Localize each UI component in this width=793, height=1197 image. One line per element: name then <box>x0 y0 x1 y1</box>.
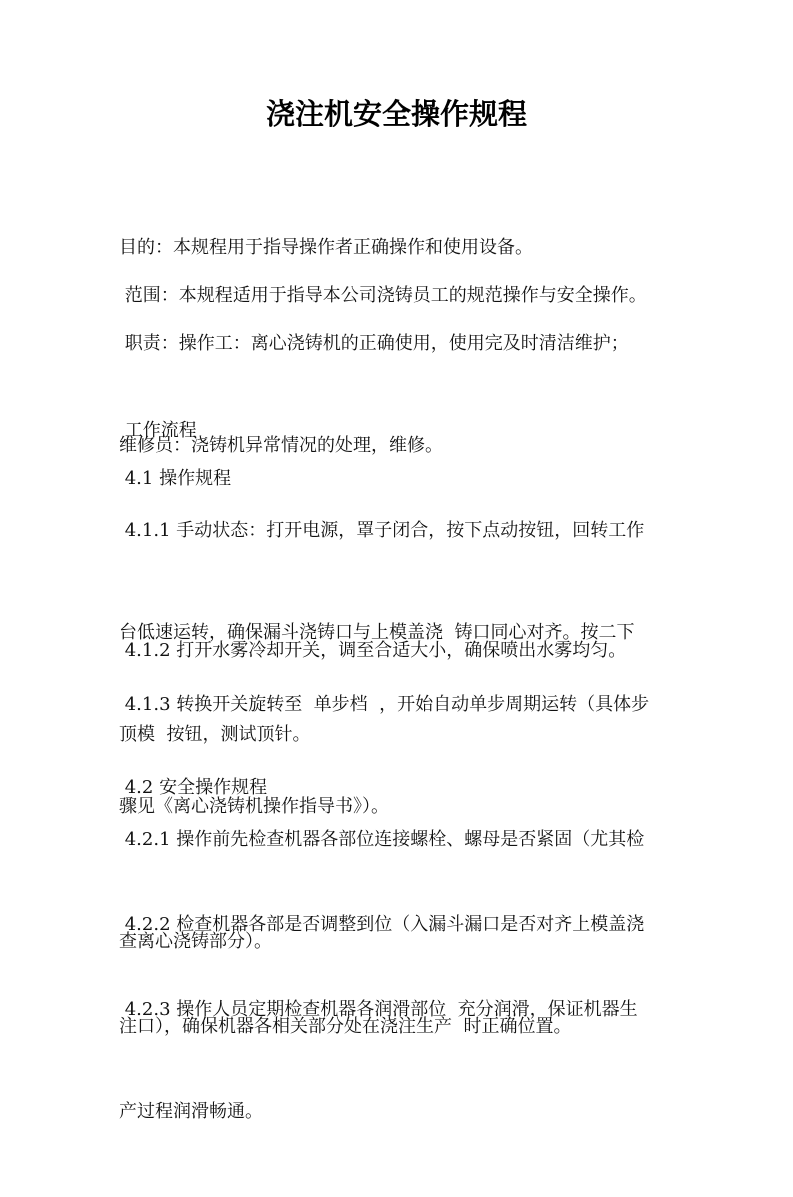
paragraph-line: 工作流程 <box>119 420 197 441</box>
paragraph-line: 4.1.1 手动状态：打开电源，罩子闭合，按下点动按钮，回转工作 <box>119 520 645 541</box>
paragraph-4-2-3 <box>119 925 679 1197</box>
paragraph-line: 4.1.3 转换开关旋转至 单步档 ，开始自动单步周期运转（具体步 <box>119 694 650 715</box>
paragraph-line: 4.2.1 操作前先检查机器各部位连接螺栓、螺母是否紧固（尤其检 <box>119 829 645 850</box>
paragraph-line: 4.1 操作规程 <box>119 468 232 489</box>
paragraph-line: 骤见《离心浇铸机操作指导书》）。 <box>119 796 389 817</box>
paragraph-line: 查离心浇铸部分）。 <box>119 931 272 952</box>
paragraph-line: 4.2.2 检查机器各部是否调整到位（入漏斗漏口是否对齐上模盖浇 <box>119 914 645 935</box>
paragraph-line: 注口），确保机器各相关部分处在浇注生产 时正确位置。 <box>119 1016 572 1037</box>
paragraph-line: 产过程润滑畅通。 <box>119 1101 263 1122</box>
paragraph-line: 目的：本规程用于指导操作者正确操作和使用设备。 <box>119 237 533 258</box>
paragraph-line: 4.2.3 操作人员定期检查机器各润滑部位 充分润滑，保证机器生 <box>119 999 638 1020</box>
paragraph-line: 顶模 按钮，测试顶针。 <box>119 724 311 745</box>
paragraph-line: 台低速运转，确保漏斗浇铸口与上模盖浇 铸口同心对齐。按二下 <box>119 622 635 643</box>
document-title: 浇注机安全操作规程 <box>265 97 527 131</box>
paragraph-line: 维修员：浇铸机异常情况的处理，维修。 <box>119 435 443 456</box>
paragraph-line: 4.2 安全操作规程 <box>119 777 268 798</box>
paragraph-line: 职责：操作工：离心浇铸机的正确使用，使用完及时清洁维护； <box>119 333 629 354</box>
paragraph-line: 范围：本规程适用于指导本公司浇铸员工的规范操作与安全操作。 <box>119 285 647 306</box>
paragraph-line: 4.1.2 打开水雾冷却开关，调至合适大小，确保喷出水雾均匀。 <box>119 640 627 661</box>
